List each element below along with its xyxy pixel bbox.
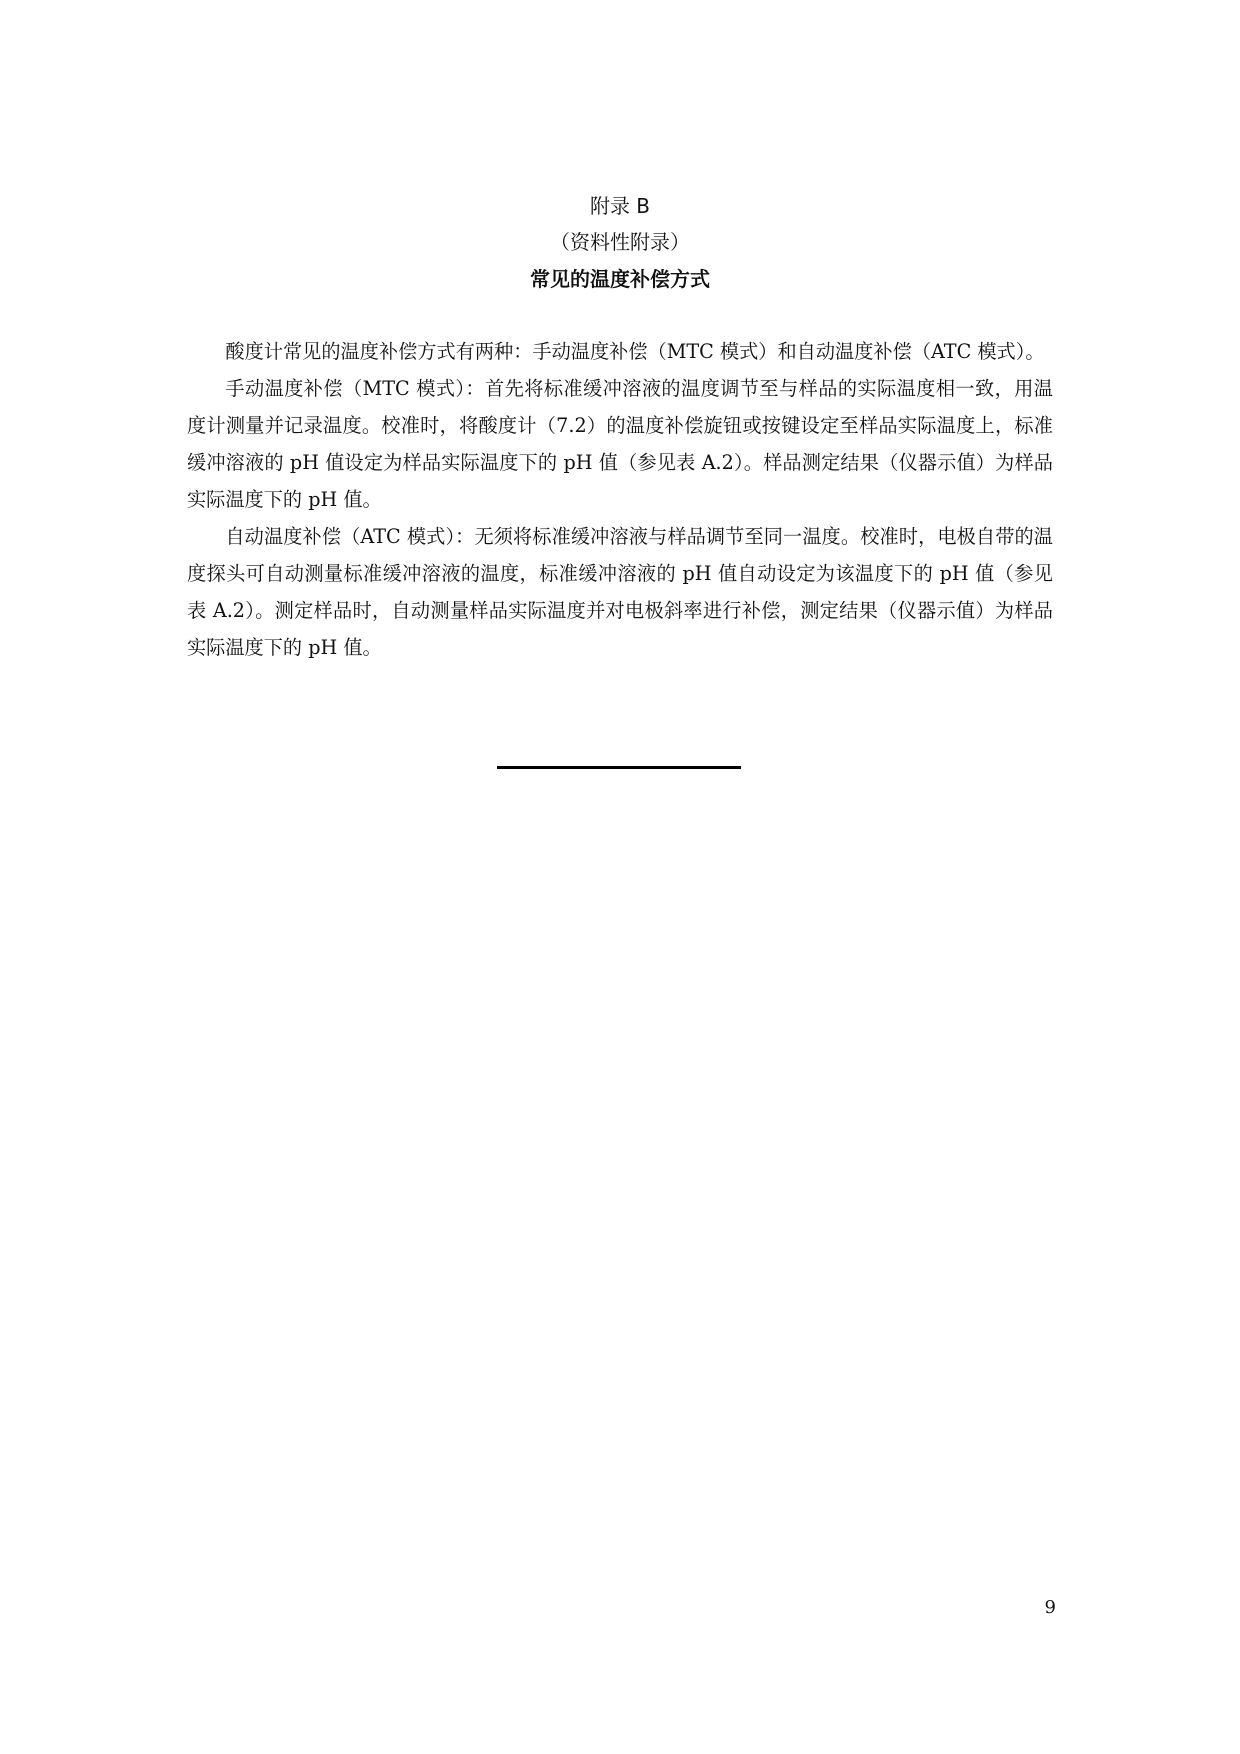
end-rule — [497, 766, 741, 769]
appendix-type: （资料性附录） — [550, 230, 690, 254]
appendix-label: 附录 B — [589, 194, 651, 218]
paragraph-atc: 自动温度补偿（ATC 模式）：无须将标准缓冲溶液与样品调节至同一温度。校准时，电极自带的温度探头可自动测量标准缓冲溶液的温度，标准缓冲溶液的 pH 值自动设定为该温度下的 pH 值（参见表 A.2）。测定样品时，自动测量样品实际温度并对电极斜率进行补偿，测定结果（仪器示值）为样品实际温度下的 pH 值。 — [187, 525, 1053, 659]
paragraph-mtc: 手动温度补偿（MTC 模式）：首先将标准缓冲溶液的温度调节至与样品的实际温度相一致，用温度计测量并记录温度。校准时，将酸度计（7.2）的温度补偿旋钮或按键设定至样品实际温度上，标准缓冲溶液的 pH 值设定为样品实际温度下的 pH 值（参见表 A.2）。样品测定结果（仪器示值）为样品实际温度下的 pH 值。 — [187, 377, 1053, 511]
paragraph-intro: 酸度计常见的温度补偿方式有两种：手动温度补偿（MTC 模式）和自动温度补偿（ATC 模式）。 — [225, 340, 1045, 363]
page-number: 9 — [1044, 1597, 1056, 1618]
body-text — [187, 333, 1053, 666]
appendix-title: 常见的温度补偿方式 — [530, 267, 710, 291]
